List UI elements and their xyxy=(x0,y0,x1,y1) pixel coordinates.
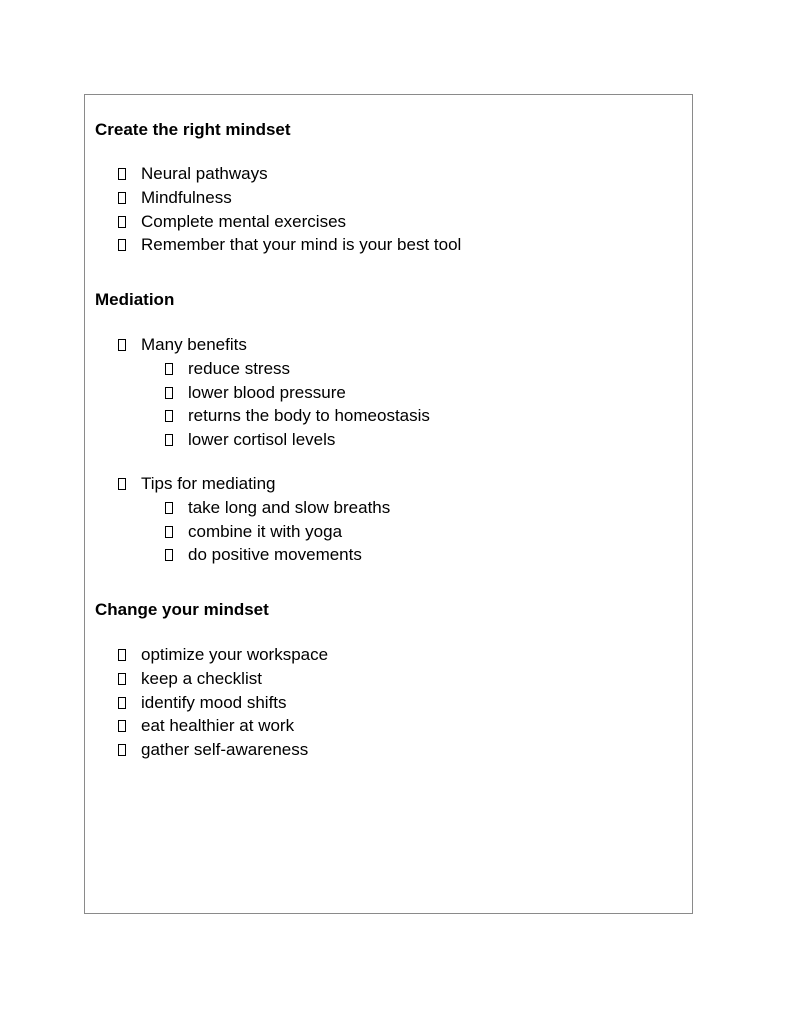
sub-list-item-label: reduce stress xyxy=(188,359,291,378)
list-item-label: Complete mental exercises xyxy=(141,212,347,231)
checkbox-icon xyxy=(165,387,173,399)
checkbox-icon xyxy=(165,502,173,514)
list-item-label: gather self-awareness xyxy=(141,740,309,759)
list-item xyxy=(118,645,328,665)
list-item xyxy=(118,212,346,232)
list-item xyxy=(118,188,232,208)
checkbox-icon xyxy=(165,549,173,561)
sub-list-item xyxy=(165,406,430,426)
list-item-label: optimize your workspace xyxy=(141,645,329,664)
list-item-label: keep a checklist xyxy=(141,669,262,688)
sub-list-item xyxy=(165,498,390,518)
checkbox-icon xyxy=(118,697,126,709)
checkbox-icon xyxy=(118,239,126,251)
list-item-label: Many benefits xyxy=(141,335,247,354)
checkbox-icon xyxy=(118,720,126,732)
checkbox-icon xyxy=(118,744,126,756)
list-item xyxy=(118,474,275,494)
checkbox-icon xyxy=(118,216,126,228)
checkbox-icon xyxy=(118,673,126,685)
list-item xyxy=(118,716,294,736)
checkbox-icon xyxy=(118,649,126,661)
checkbox-icon xyxy=(165,526,173,538)
sub-list-item xyxy=(165,430,335,450)
checkbox-icon xyxy=(165,410,173,422)
list-item-label: eat healthier at work xyxy=(141,716,295,735)
list-item-label: Tips for mediating xyxy=(141,474,276,493)
section-heading-change-mindset: Change your mindset xyxy=(95,600,269,619)
sub-list-item-label: returns the body to homeostasis xyxy=(188,406,430,425)
list-item-label: Neural pathways xyxy=(141,164,268,183)
sub-list-item-label: lower cortisol levels xyxy=(188,430,336,449)
section-heading-create-mindset: Create the right mindset xyxy=(95,120,291,139)
checkbox-icon xyxy=(118,168,126,180)
sub-list-item-label: take long and slow breaths xyxy=(188,498,391,517)
checkbox-icon xyxy=(118,192,126,204)
list-item xyxy=(118,235,461,255)
list-item-label: identify mood shifts xyxy=(141,693,287,712)
sub-list-item xyxy=(165,359,290,379)
list-item-label: Mindfulness xyxy=(141,188,232,207)
sub-list-item xyxy=(165,522,342,542)
list-item xyxy=(118,669,262,689)
list-item xyxy=(118,740,308,760)
sub-list-item-label: combine it with yoga xyxy=(188,522,343,541)
sub-list-item-label: lower blood pressure xyxy=(188,383,346,402)
list-item xyxy=(118,335,247,355)
list-item xyxy=(118,164,268,184)
sub-list-item xyxy=(165,383,346,403)
sub-list-item-label: do positive movements xyxy=(188,545,362,564)
list-item-label: Remember that your mind is your best tool xyxy=(141,235,462,254)
checkbox-icon xyxy=(118,339,126,351)
checkbox-icon xyxy=(118,478,126,490)
sub-list-item xyxy=(165,545,362,565)
checkbox-icon xyxy=(165,434,173,446)
checkbox-icon xyxy=(165,363,173,375)
list-item xyxy=(118,693,287,713)
section-heading-mediation: Mediation xyxy=(95,290,175,309)
